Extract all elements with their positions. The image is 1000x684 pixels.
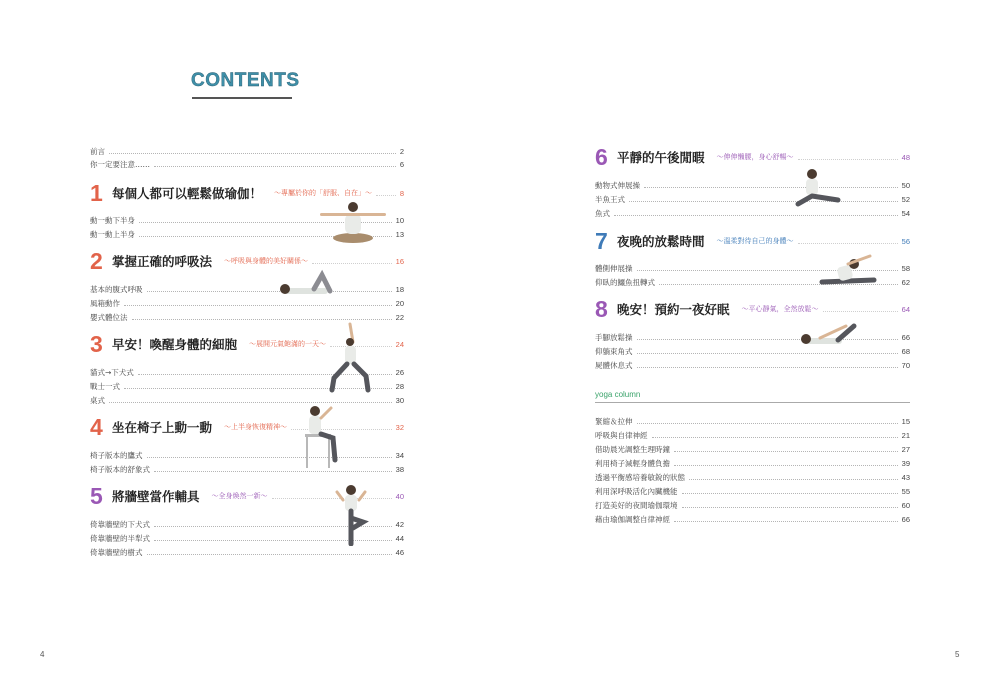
toc-entry-page: 20	[395, 298, 404, 308]
toc-entry[interactable]	[90, 546, 404, 558]
chapter-page: 8	[399, 188, 404, 198]
toc-entry[interactable]	[90, 297, 404, 309]
toc-entry[interactable]	[90, 394, 404, 406]
column-entry[interactable]	[595, 429, 910, 441]
chapter-page: 40	[395, 491, 404, 501]
column-entry[interactable]	[595, 415, 910, 427]
toc-entry-label: 手腳放鬆操	[595, 332, 633, 342]
toc-entry-label: 仰臥的鱷魚扭轉式	[595, 277, 655, 287]
chapter-page: 16	[395, 256, 404, 266]
chapter-page: 64	[901, 304, 910, 314]
chapter-subtitle: ～展開元氣飽滿的一天～	[249, 340, 327, 348]
chapter-number: 7	[595, 227, 607, 254]
toc-entry-page: 22	[395, 312, 404, 322]
toc-entry[interactable]	[595, 331, 910, 343]
toc-entry-label: 動一動下半身	[90, 215, 135, 225]
toc-entry[interactable]	[595, 345, 910, 357]
toc-entry-page: 55	[901, 486, 910, 496]
toc-entry-page: 68	[901, 346, 910, 356]
toc-entry-label: 椅子版本的鷹式	[90, 450, 143, 460]
toc-entry-label: 動一動上半身	[90, 229, 135, 239]
chapter-title: 早安！喚醒身體的細胞	[112, 337, 238, 352]
yoga-figure-lying-knees-up	[278, 269, 338, 299]
toc-entry-page: 70	[901, 360, 910, 370]
toc-entry-label: 透過平衡感培養敏銳的狀態	[595, 472, 685, 482]
chapter-subtitle: ～伸伸懶腰，身心舒暢～	[716, 153, 794, 161]
toc-entry[interactable]	[595, 207, 910, 219]
toc-entry-label: 嬰式體位法	[90, 312, 128, 322]
toc-entry-label: 你一定要注意……	[90, 159, 150, 169]
toc-entry-preface[interactable]	[90, 145, 404, 157]
toc-entry-page: 66	[901, 332, 910, 342]
toc-entry[interactable]	[595, 193, 910, 205]
toc-entry[interactable]	[90, 449, 404, 461]
chapter-7-heading[interactable]	[595, 228, 910, 254]
chapter-title: 夜晚的放鬆時間	[617, 234, 705, 249]
toc-entry-page: 52	[901, 194, 910, 204]
toc-entry-label: 打造美好的夜間瑜伽環境	[595, 500, 678, 510]
toc-entry-label: 借助晨光調整生理時鐘	[595, 444, 670, 454]
chapter-page: 32	[395, 422, 404, 432]
chapter-4-heading[interactable]	[90, 414, 404, 440]
chapter-number: 2	[90, 247, 102, 274]
chapter-page: 56	[901, 236, 910, 246]
toc-entry[interactable]	[90, 283, 404, 295]
toc-entry-page: 27	[901, 444, 910, 454]
yoga-figure-tree-at-wall	[333, 484, 373, 546]
yoga-column-rule	[595, 402, 910, 403]
chapter-page: 24	[395, 339, 404, 349]
toc-entry-page: 39	[901, 458, 910, 468]
toc-entry-page: 28	[395, 381, 404, 391]
toc-entry-page: 62	[901, 277, 910, 287]
chapter-number: 1	[90, 179, 102, 206]
toc-entry-label: 利用深呼吸活化內臟機能	[595, 486, 678, 496]
toc-entry-label: 半魚王式	[595, 194, 625, 204]
yoga-figure-seated-arms-open	[318, 198, 388, 244]
title-underline	[192, 97, 292, 99]
chapter-2-heading[interactable]	[90, 248, 404, 274]
toc-entry-label: 桌式	[90, 395, 105, 405]
chapter-subtitle: ～平心靜氣，全然放鬆～	[741, 305, 819, 313]
chapter-title: 每個人都可以輕鬆做瑜伽！	[112, 186, 263, 201]
toc-entry-page: 26	[395, 367, 404, 377]
toc-entry-page: 30	[395, 395, 404, 405]
column-entry[interactable]	[595, 443, 910, 455]
toc-entry-label: 倚靠牆壁的樹式	[90, 547, 143, 557]
chapter-number: 8	[595, 295, 607, 322]
page-number-left: 4	[40, 650, 45, 659]
toc-entry-label: 緊縮＆拉伸	[595, 416, 633, 426]
chapter-title: 坐在椅子上動一動	[112, 420, 213, 435]
chapter-number: 6	[595, 143, 607, 170]
chapter-number: 4	[90, 413, 102, 440]
toc-entry-label: 屍體休息式	[595, 360, 633, 370]
chapter-subtitle: ～全身煥然一新～	[211, 492, 268, 500]
toc-entry-page: 10	[395, 215, 404, 225]
toc-entry-page: 18	[395, 284, 404, 294]
toc-entry-notice[interactable]	[90, 158, 404, 170]
toc-entry-label: 體側伸展操	[595, 263, 633, 273]
toc-entry-label: 仰躺束角式	[595, 346, 633, 356]
toc-entry-label: 倚靠牆壁的半犁式	[90, 533, 150, 543]
yoga-column-heading: yoga column	[595, 390, 641, 399]
column-entry[interactable]	[595, 457, 910, 469]
toc-entry-page: 66	[901, 514, 910, 524]
chapter-subtitle: ～專屬於你的「舒服、自在」～	[274, 189, 373, 197]
toc-entry-page: 44	[395, 533, 404, 543]
toc-entry-label: 戰士一式	[90, 381, 120, 391]
toc-entry[interactable]	[90, 463, 404, 475]
toc-entry-page: 50	[901, 180, 910, 190]
toc-entry-page: 6	[399, 159, 404, 169]
yoga-figure-reclining-stretch	[800, 318, 860, 350]
chapter-subtitle: ～呼吸與身體的美好關係～	[224, 257, 309, 265]
yoga-figure-side-stretch	[818, 252, 880, 288]
toc-entry-page: 60	[901, 500, 910, 510]
toc-entry-label: 魚式	[595, 208, 610, 218]
contents-title: CONTENTS	[191, 70, 300, 91]
toc-entry-page: 54	[901, 208, 910, 218]
toc-entry-label: 動物式伸展操	[595, 180, 640, 190]
toc-entry-label: 利用椅子減輕身體負擔	[595, 458, 670, 468]
toc-entry-page: 38	[395, 464, 404, 474]
page-number-right: 5	[955, 650, 960, 659]
column-entry[interactable]	[595, 485, 910, 497]
toc-entry-label: 呼吸與自律神經	[595, 430, 648, 440]
chapter-subtitle: ～上半身恢復精神～	[224, 423, 288, 431]
toc-entry-label: 椅子版本的舒象式	[90, 464, 150, 474]
toc-entry-page: 43	[901, 472, 910, 482]
chapter-title: 掌握正確的呼吸法	[112, 254, 213, 269]
toc-entry-label: 貓式→下犬式	[90, 367, 134, 377]
chapter-title: 將牆壁當作輔具	[112, 489, 200, 504]
toc-entry-label: 倚靠牆壁的下犬式	[90, 519, 150, 529]
column-entry[interactable]	[595, 471, 910, 483]
toc-entry-page: 15	[901, 416, 910, 426]
chapter-6-heading[interactable]	[595, 144, 910, 170]
column-entry[interactable]	[595, 499, 910, 511]
toc-entry-label: 風箱動作	[90, 298, 120, 308]
toc-entry-label: 前言	[90, 146, 105, 156]
chapter-number: 3	[90, 330, 102, 357]
chapter-page: 48	[901, 152, 910, 162]
chapter-title: 晚安！預約一夜好眠	[617, 302, 730, 317]
column-entry[interactable]	[595, 513, 910, 525]
yoga-figure-warrior	[328, 320, 376, 394]
chapter-subtitle: ～溫柔對待自己的身體～	[716, 237, 794, 245]
toc-entry-page: 13	[395, 229, 404, 239]
toc-entry-label: 藉由瑜伽調整自律神經	[595, 514, 670, 524]
chapter-title: 平靜的午後閒暇	[617, 150, 705, 165]
toc-entry-label: 基本的腹式呼吸	[90, 284, 143, 294]
chapter-number: 5	[90, 482, 102, 509]
toc-entry-page: 58	[901, 263, 910, 273]
toc-entry-page: 46	[395, 547, 404, 557]
toc-entry-page: 21	[901, 430, 910, 440]
toc-entry-page: 42	[395, 519, 404, 529]
toc-entry[interactable]	[595, 359, 910, 371]
chapter-8-heading[interactable]	[595, 296, 910, 322]
toc-entry[interactable]	[595, 179, 910, 191]
toc-entry-page: 2	[399, 146, 404, 156]
toc-entry-page: 34	[395, 450, 404, 460]
yoga-figure-seated-twist	[790, 166, 844, 210]
yoga-figure-chair	[303, 404, 349, 470]
